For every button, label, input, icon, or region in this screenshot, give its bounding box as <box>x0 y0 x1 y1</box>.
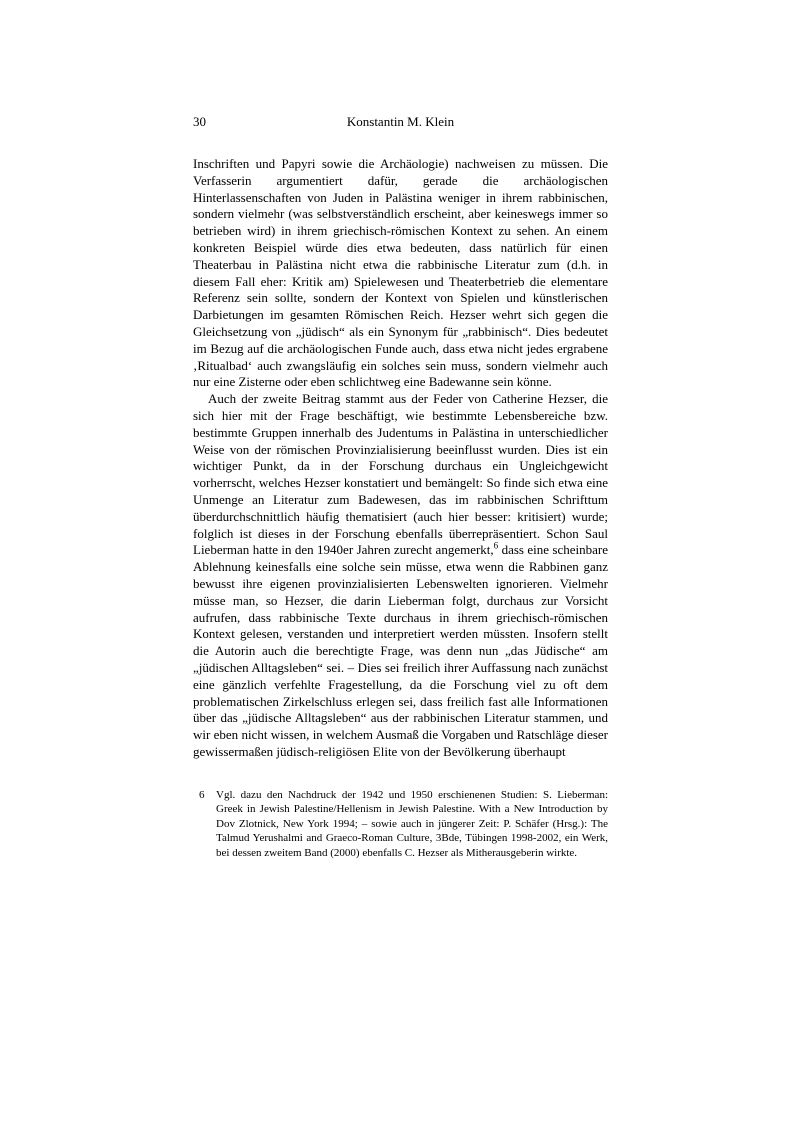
paragraph-2-text-before-note: Auch der zweite Beitrag stammt aus der Feder von Catherine Hezser, die sich hier mit der Frage beschäftigt, wie bestimmte Lebensbereiche bzw. bestimmte Gruppen innerhalb des Judentums in Palästina in unterschiedlicher Weise von der römischen Provinzialisierung beeinflusst wurden. Dies ist ein wichtiger Punkt, da in der Forschung durchaus ein Ungleichgewicht vorherrscht, welches Hezser konstatiert und bemängelt: So finde sich etwa eine Unmenge an Literatur zum Badewesen, das im rabbinischen Schrifttum überdurchschnittlich häufig thematisiert (auch hier besser: kritisiert) wurde; folglich ist dieses in der Forschung ebenfalls überrepräsentiert. Schon Saul Lieberman hatte in den 1940er Jahren zurecht angemerkt, <box>193 391 608 558</box>
page-number: 30 <box>193 114 206 129</box>
text-block <box>193 114 608 861</box>
footnote-block <box>193 788 608 861</box>
running-header <box>193 114 608 130</box>
paragraph-1: Inschriften und Papyri sowie die Archäologie) nachweisen zu müssen. Die Verfasserin argumentiert dafür, gerade die archäologischen Hinterlassenschaften von Juden in Palästina weniger in ihrem rabbinischen, sondern vielmehr (was selbstverständlich erscheint, aber keineswegs immer so betrieben wird) in ihrem griechisch-römischen Kontext zu sehen. An einem konkreten Beispiel würde dies etwa bedeuten, dass natürlich für einen Theaterbau in Palästina nicht etwa die rabbinische Literatur zum (d.h. in diesem Fall eher: Kritik am) Spielewesen und Theaterbetrieb die elementare Referenz sein sollte, sondern der Kontext von Spielen und künstlerischen Darbietungen im gesamten Römischen Reich. Hezser wehrt sich gegen die Gleichsetzung von „jüdisch“ als ein Synonym für „rabbinisch“. Dies bedeutet im Bezug auf die archäologischen Funde auch, dass etwa nicht jedes ergrabene ‚Ritualbad‘ auch zwangsläufig ein solches sein muss, sondern vielmehr auch nur eine Zisterne oder eben schlichtweg eine Badewanne sein könne. <box>193 156 608 390</box>
paragraph-2-text-after-note: dass eine scheinbare Ablehnung keinesfalls eine solche sein müsse, etwa wenn die Rabbinen ganz bewusst ihre eigenen provinzialisierten Lebenswelten ignorieren. Vielmehr müsse man, so Hezser, die darin Lieberman folgt, durchaus zur Vorsicht aufrufen, dass rabbinische Texte durchaus in ihrem griechisch-römischen Kontext gelesen, verstanden und interpretiert werden müssten. Insofern stellt die Autorin auch die berechtigte Frage, was denn nun „das Jüdische“ am „jüdischen Alltagsleben“ sei. – Dies sei freilich ihrer Auffassung nach zunächst eine gänzlich verfehlte Fragestellung, da die Forschung viel zu oft dem problematischen Zirkelschluss erlegen sei, dass freilich fast alle Informationen über das „jüdische Alltagsleben“ aus der rabbinischen Literatur stammen, und wir eben nicht wissen, in welchem Ausmaß die Vorgaben und Ratschläge dieser gewissermaßen jüdisch-religiösen Elite von der Bevölkerung überhaupt <box>193 542 609 759</box>
footnote-reference: 6 <box>493 541 499 551</box>
footnote-text: Vgl. dazu den Nachdruck der 1942 und 1950 erschienenen Studien: S. Lieberman: Greek in Jewish Palestine/Hellenism in Jewish Palestine. With a New Introduction by Dov Zlotnick, New York 1994; – sowie auch in jüngerer Zeit: P. Schäfer (Hrsg.): The Talmud Yerushalmi and Graeco-Roman Culture, 3Bde, Tübingen 1998-2002, ein Werk, bei dessen zweitem Band (2000) ebenfalls C. Hezser als Mitherausgeberin wirkte. <box>216 788 608 860</box>
body-text <box>193 156 608 761</box>
paragraph-2 <box>193 391 608 761</box>
footnote-number: 6 <box>199 788 205 801</box>
footnote-row <box>199 788 608 861</box>
running-head-author: Konstantin M. Klein <box>346 114 455 129</box>
